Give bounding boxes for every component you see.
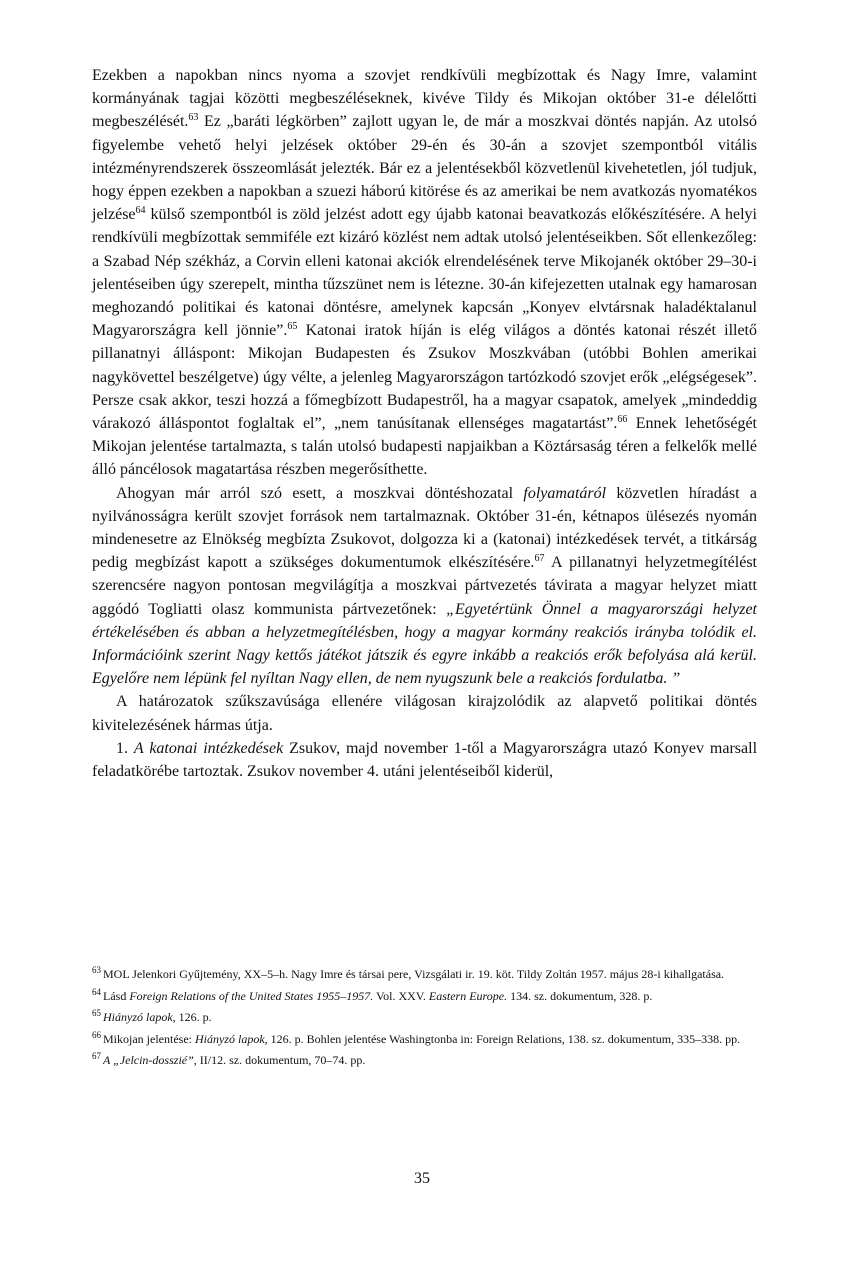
body-text <box>92 64 757 783</box>
text-span: MOL Jelenkori Gyűjtemény, XX–5–h. Nagy Imre és társai pere, Vizsgálati ir. 19. köt. Tildy Zoltán 1957. május 28-i kihallgatása. <box>103 967 725 981</box>
paragraph <box>92 64 757 482</box>
text-span: Ennek lehetőségét Mikojan jelentése tartalmazta, s talán utolsó budapesti napjaikban a Köztársaság téren a felkelők mellé álló páncélosok magatartása részben megerősíthette. <box>92 415 758 479</box>
text-span: , 126. p. Bohlen jelentése Washingtonba in: Foreign Relations, 138. sz. dokumentum, 335–338. pp. <box>264 1031 741 1046</box>
text-span: Lásd <box>103 988 130 1003</box>
paragraph <box>92 482 757 691</box>
page-body <box>92 64 757 783</box>
text-span: , II/12. sz. dokumentum, 70–74. pp. <box>193 1053 366 1067</box>
footnote-number: 65 <box>92 1008 101 1018</box>
italic-text: Hiányzó lapok <box>194 1031 265 1046</box>
footnote-ref: 67 <box>534 553 545 565</box>
italic-text: „Egyetértünk Önnel a magyarországi helyzet értékelésében és abban a helyzetmegítélésben, hogy a magyar kormány reakciós irányba tolódik el. Információink szerint Nagy kettős játékot játszik és egyre inkább a reakciós erők befolyása alá kerül. Egyelőre nem lépünk fel nyíltan Nagy ellen, de nem nyugszunk bele a reakciós fordulatba. ” <box>92 600 757 688</box>
italic-text: Hiányzó lapok <box>103 1010 173 1024</box>
footnote <box>92 1009 757 1027</box>
text-span: Katonai iratok híján is elég világos a döntés katonai részét illető pillanatnyi álláspont: Mikojan Budapesten és Zsukov Moszkvában (utóbbi Bohlen amerikai nagykövettel beszélgetve) úgy vélte, a jelenleg Magyarországon tartózkodó szovjet erők „elégségesek”. Persze csak akkor, teszi hozzá a főmegbízott Budapestről, ha a magyar csapatok, amelyek „mindeddig várakozó álláspontot foglaltak el”, „nem tanúsítanak ellenséges magatartást”. <box>92 322 758 433</box>
text-span: Mikojan jelentése: <box>103 1031 195 1046</box>
footnote-number: 66 <box>92 1029 101 1040</box>
text-span: 134. sz. dokumentum, 328. p. <box>507 988 653 1003</box>
footnote-ref: 63 <box>188 112 199 124</box>
text-span: közvetlen híradást a nyilvánosságra került szovjet források nem tartalmaznak. Október 31-én, kétnapos ülésezés nyomán mindenesetre az Elnökség megbízta Zsukovot, dolgozza ki a (katonai) intézkedések tervét, a titkárság pedig megbízást kapott a szükséges dokumentumok elkészítésére. <box>92 484 757 572</box>
footnotes <box>92 966 757 1074</box>
text-span: külső szempontból is zöld jelzést adott egy újabb katonai beavatkozás előkészítésére. A helyi rendkívüli megbízottak semmiféle ezt kizáró közlést nem adtak utolsó jelentéseikben. Sőt ellenkezőleg: a Szabad Nép székház, a Corvin elleni katonai akciók elrendelésének terve Mikojanék október 29–30-i jelentéseiben úgy szerepelt, mintha tűzszünet nem is létezne. 30-án kifejezetten utalnak egy hamarosan meghozandó politikai és katonai döntésre, amelynek kapcsán „Konyev elvtársnak haladéktalanul Magyarországra kell jönnie”. <box>92 206 757 340</box>
text-span: Ahogyan már arról szó esett, a moszkvai döntéshozatal <box>116 484 524 502</box>
text-span: A határozatok szűkszavúsága ellenére világosan kirajzolódik az alapvető politikai döntés kivitelezésének hármas útja. <box>92 693 757 734</box>
text-span: A pillanatnyi helyzetmegítélést szerencsére nagyon pontosan megvilágítja a moszkvai pártvezetés távirata a magyar helyzet miatt aggódó Togliatti olasz kommunista pártvezetőnek: <box>92 554 758 618</box>
footnote-ref: 66 <box>617 414 628 426</box>
paragraph <box>92 737 757 783</box>
text-span: Ez „baráti légkörben” zajlott ugyan le, de már a moszkvai döntés napján. Az utolsó figyelembe vehető helyi jelzések október 29-én és 30-án a szovjet szempontból vitális intézményrendszerek összeomlását jelezték. Bár ez a jelentésekből közvetlenül kivehetetlen, jól tudjuk, hogy éppen ezekben a napokban a szuezi háború kitörése és az amerikai be nem avatkozás nyomatékos jelzése <box>92 113 757 224</box>
footnote <box>92 1031 757 1049</box>
italic-text: A katonai intézkedések <box>133 739 284 757</box>
text-span: , 126. p. <box>172 1010 212 1024</box>
italic-text: folyamatáról <box>523 484 607 502</box>
footnote-number: 67 <box>92 1051 101 1061</box>
text-span: Ezekben a napokban nincs nyoma a szovjet rendkívüli megbízottak és Nagy Imre, valamint kormányának tagjai közötti megbeszéléseknek, kivéve Tildy és Mikojan október 31-e délelőtti megbeszélését. <box>92 67 757 131</box>
footnote-ref: 65 <box>287 321 298 333</box>
footnote-number: 63 <box>92 965 101 975</box>
text-span: 1. <box>116 739 134 757</box>
italic-text: A „Jelcin-dosszié” <box>103 1053 194 1067</box>
text-span: Vol. XXV. <box>373 988 429 1003</box>
italic-text: Eastern Europe. <box>428 988 508 1003</box>
page-number: 35 <box>414 1170 430 1187</box>
footnote-ref: 64 <box>135 205 146 217</box>
paragraph <box>92 690 757 736</box>
text-span: Zsukov, majd november 1-től a Magyarországra utazó Konyev marsall feladatkörébe tartoztak. Zsukov november 4. utáni jelentéseiből kiderül, <box>92 739 758 781</box>
footnote <box>92 988 757 1006</box>
footnote-number: 64 <box>92 986 101 997</box>
italic-text: Foreign Relations of the United States 1955–1957. <box>129 988 374 1003</box>
footnote <box>92 1052 757 1070</box>
footnote <box>92 966 757 984</box>
